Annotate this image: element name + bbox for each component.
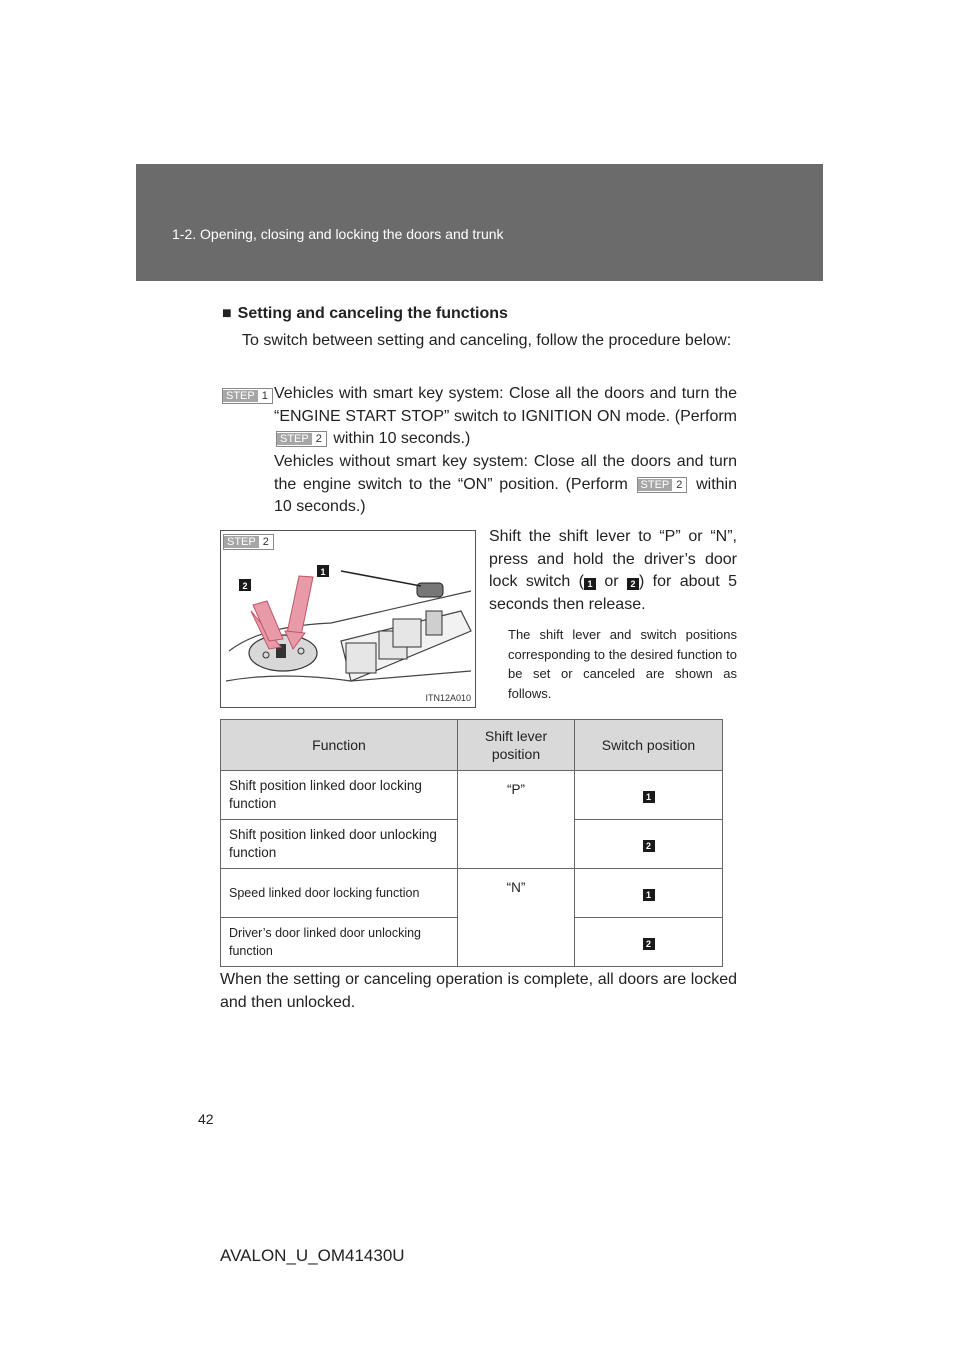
section-title: 1-2. Opening, closing and locking the doors and trunk bbox=[172, 226, 504, 242]
step1-smart-key-text bbox=[274, 383, 737, 451]
step-number: 2 bbox=[259, 536, 273, 548]
square-bullet-icon: ■ bbox=[222, 305, 232, 322]
switch-cell bbox=[575, 820, 723, 869]
lever-cell: “P” bbox=[458, 771, 575, 869]
switch-cell bbox=[575, 771, 723, 820]
label-2: 2 bbox=[242, 581, 248, 591]
door-panel-drawing bbox=[221, 531, 475, 707]
function-cell: Shift position linked door locking function bbox=[221, 771, 458, 820]
step2-prefix: Shift the shift lever to “P” or “N”, press and hold the driver’s door lock switch ( bbox=[489, 528, 737, 590]
step1-b-prefix: Vehicles without smart key system: Close all the doors and turn the engine switch to the “ON” position. (Perform bbox=[274, 453, 737, 493]
table-row bbox=[221, 869, 723, 918]
switch-1-icon: 1 bbox=[643, 791, 655, 803]
switch-1-icon: 1 bbox=[584, 578, 596, 590]
step2-ref-badge bbox=[276, 431, 327, 447]
function-cell: Speed linked door locking function bbox=[221, 869, 458, 918]
step2-text bbox=[489, 526, 737, 616]
function-cell: Shift position linked door unlocking function bbox=[221, 820, 458, 869]
illustration-code: ITN12A010 bbox=[425, 693, 471, 703]
step-number: 1 bbox=[258, 390, 272, 402]
switch-1-icon: 1 bbox=[643, 889, 655, 901]
step2-badge bbox=[223, 534, 274, 550]
header-function: Function bbox=[221, 720, 458, 771]
switch-2-icon: 2 bbox=[643, 840, 655, 852]
step-word: STEP bbox=[224, 536, 259, 548]
step1-badge bbox=[222, 388, 273, 404]
door-lock-switch-illustration bbox=[220, 530, 476, 708]
step-number: 2 bbox=[672, 479, 686, 491]
switch-cell bbox=[575, 869, 723, 918]
step1-a-suffix: within 10 seconds.) bbox=[333, 430, 471, 447]
switch-2-icon: 2 bbox=[643, 938, 655, 950]
function-cell: Driver’s door linked door unlocking function bbox=[221, 918, 458, 967]
intro-paragraph: To switch between setting and canceling, follow the procedure below: bbox=[242, 332, 732, 349]
switch-2-icon: 2 bbox=[627, 578, 639, 590]
step1-b-suffix: within 10 seconds.) bbox=[274, 475, 737, 515]
step2-note: The shift lever and switch positions corresponding to the desired function to be set or canceled are shown as follows. bbox=[508, 627, 737, 701]
closing-paragraph: When the setting or canceling operation is complete, all doors are locked and then unlocked. bbox=[220, 971, 737, 1011]
step2-suffix: ) for about 5 seconds then release. bbox=[489, 573, 737, 613]
step2-or: or bbox=[604, 573, 619, 590]
step2-ref-badge bbox=[637, 477, 688, 493]
table-row bbox=[221, 771, 723, 820]
section-heading bbox=[222, 305, 508, 323]
header-shift-lever: Shift lever position bbox=[458, 720, 575, 771]
step1-a-prefix: Vehicles with smart key system: Close all the doors and turn the “ENGINE START STOP” switch to IGNITION ON mode. (Perform bbox=[274, 385, 737, 425]
page-number: 42 bbox=[198, 1111, 214, 1127]
function-table bbox=[220, 719, 723, 967]
table-header-row bbox=[221, 720, 723, 771]
label-1: 1 bbox=[320, 567, 326, 577]
step1-no-smart-key-text bbox=[274, 451, 737, 519]
header-switch-position: Switch position bbox=[575, 720, 723, 771]
lever-cell: “N” bbox=[458, 869, 575, 967]
step-word: STEP bbox=[223, 390, 258, 402]
step-word: STEP bbox=[638, 479, 673, 491]
step-number: 2 bbox=[312, 433, 326, 445]
page-header bbox=[136, 164, 823, 281]
step-word: STEP bbox=[277, 433, 312, 445]
heading-text: Setting and canceling the functions bbox=[237, 305, 508, 322]
switch-cell bbox=[575, 918, 723, 967]
document-code: AVALON_U_OM41430U bbox=[220, 1246, 405, 1265]
